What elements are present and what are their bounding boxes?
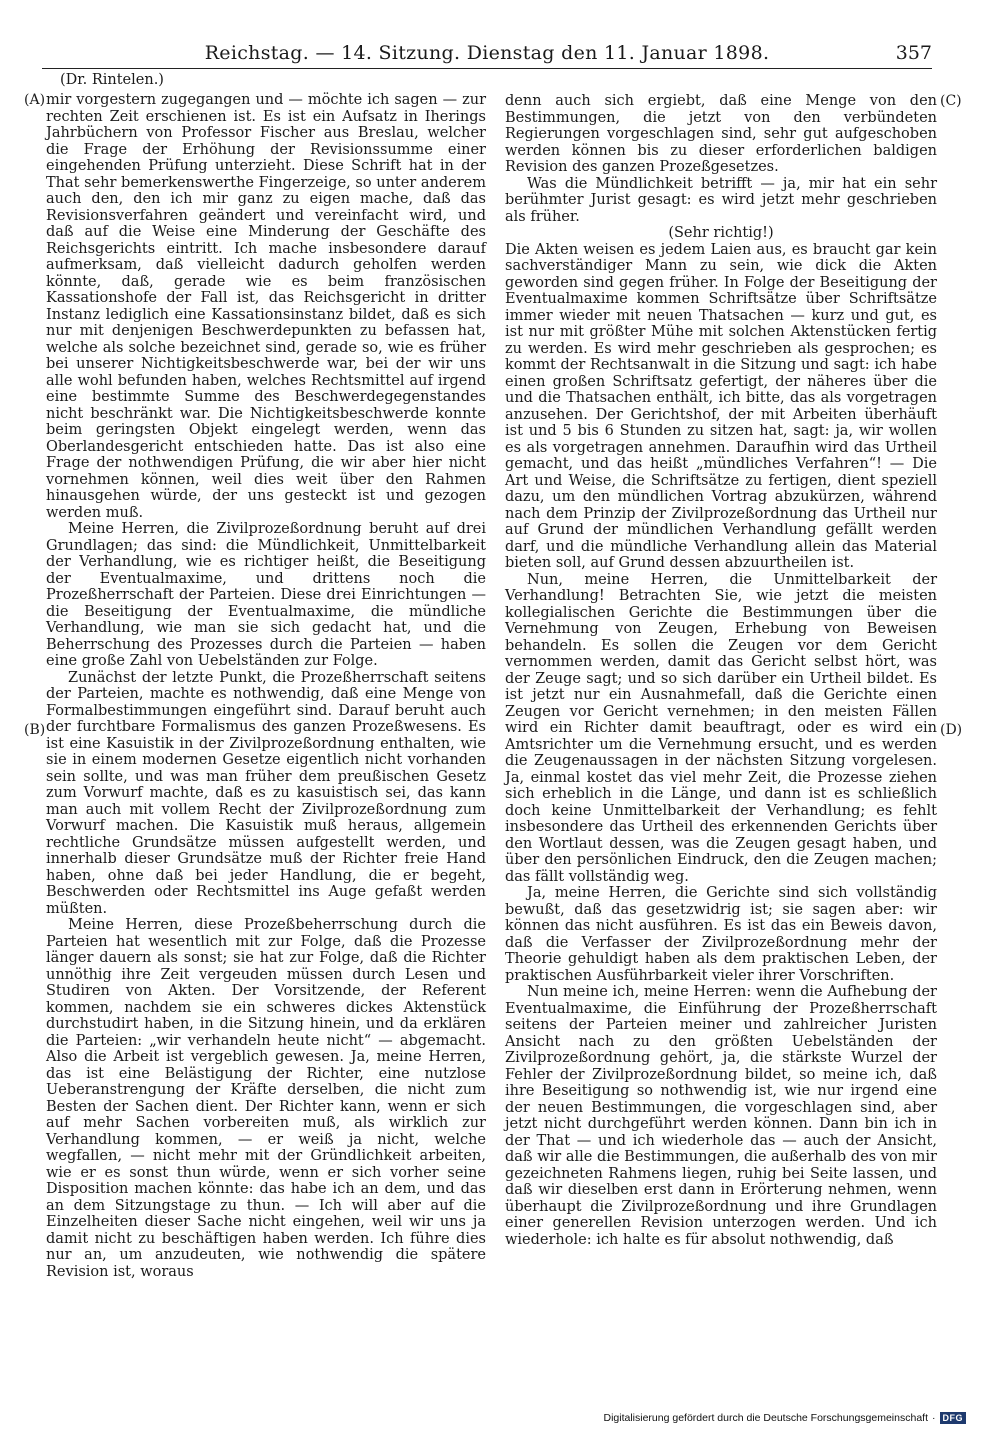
digitization-footer (603, 1412, 966, 1424)
interjection: (Sehr richtig!) (668, 225, 774, 241)
speaker-label: (Dr. Rintelen.) (60, 72, 164, 88)
dfg-logo-icon: DFG (940, 1412, 967, 1424)
right-column (505, 93, 937, 1248)
footer-separator: · (932, 1412, 936, 1424)
paragraph: Was die Mündlichkeit betrifft — ja, mir hat ein sehr berühmter Jurist gesagt: es wird jetzt mehr geschrieben als früher. (505, 175, 937, 225)
page-number: 357 (895, 42, 932, 64)
left-column (46, 92, 486, 1280)
paragraph: Ja, meine Herren, die Gerichte sind sich vollständig bewußt, daß das gesetzwidrig ist; sie sagen aber: wir können das nicht ausführen. Es ist das ein Beweis davon, daß die Verfasser der Zivilprozeßordnung mehr der Theorie gehuldigt haben als dem praktischen Leben, der praktischen Ausführbarkeit vieler ihrer Vorschriften. (505, 885, 937, 984)
margin-mark-c: (C) (940, 93, 962, 109)
page-header (42, 42, 932, 69)
paragraph: Die Akten weisen es jedem Laien aus, es braucht gar kein sachverständiger Mann zu sein, wie dick die Akten geworden sind gegen früher. In Folge der Beseitigung der Eventualmaxime kommen Schriftsätze über Schriftsätze immer wieder mit neuen Thatsachen — kurz und gut, es ist nur mit größter Mühe mit solchen Aktenstücken fertig zu werden. Es wird mehr geschrieben als gesprochen; es kommt der Rechtsanwalt in die Sitzung und sagt: ich habe einen großen Schriftsatz gefertigt, der näheres über die und die Thatsachen enthält, ich bitte, das als vorgetragen anzusehen. Der Gerichtshof, der mit Arbeiten überhäuft ist und 5 bis 6 Stunden zu sitzen hat, sagt: ja, wir wollen es als vorgetragen annehmen. Daraufhin wird das Urtheil gemacht, und das heißt „mündliches Verfahren“! — Die Art und Weise, die Schriftsätze zu fertigen, dient speziell dazu, um den mündlichen Vortrag abzukürzen, während nach dem Prinzip der Zivilprozeßordnung das Urtheil nur auf Grund der mündlichen Verhandlung gefällt werden darf, und die mündliche Verhandlung allein das Material bieten soll, auf Grund dessen abzuurtheilen ist. (505, 241, 937, 571)
paragraph: mir vorgestern zugegangen und — möchte ich sagen — zur rechten Zeit erschienen ist. Es ist ein Aufsatz in Iherings Jahrbüchern von Professor Fischer aus Breslau, welcher die Frage der Erhöhung der Revisionssumme einer eingehenden Prüfung unterzieht. Diese Schrift hat in der That sehr bemerkenswerthe Fingerzeige, so unter anderem auch den, den ich mir ganz zu eigen mache, daß das Revisionsverfahren geändert und vereinfacht wird, und daß auf die Weise eine Minderung der Geschäfte des Reichsgerichts eintritt. Ich mache insbesondere darauf aufmerksam, daß vielleicht dadurch geholfen werden könnte, daß, gerade wie es beim französischen Kassationshofe der Fall ist, das Reichsgericht in dritter Instanz lediglich eine Kassationsinstanz bildet, daß es sich nur mit denjenigen Beschwerdepunkten zu befassen hat, welche als solche bezeichnet sind, gerade so, wie es früher bei unserer Nichtigkeitsbeschwerde war, bei der wir uns alle wohl befunden haben, welches Rechtsmittel auf irgend eine bestimmte Summe des Beschwerdegegenstandes nicht beschränkt war. Die Nichtigkeitsbeschwerde konnte beim geringsten Objekt eingelegt werden, wenn das Oberlandesgericht entschieden hatte. Das ist also eine Frage der nothwendigen Prüfung, die wir aber hier nicht vornehmen können, weil dies weit über den Rahmen hinausgehen würde, der uns gesteckt ist und gezogen werden muß. (46, 92, 486, 521)
margin-mark-b: (B) (24, 722, 46, 738)
margin-mark-d: (D) (940, 722, 963, 738)
paragraph: denn auch sich ergiebt, daß eine Menge von den Bestimmungen, die jetzt von den verbündeten Regierungen vorgeschlagen sind, sehr gut aufgeschoben werden können bis zu dieser erforderlichen baldigen Revision des ganzen Prozeßgesetzes. (505, 93, 937, 175)
header-title: Reichstag. — 14. Sitzung. Dienstag den 11. Januar 1898. (204, 42, 770, 64)
paragraph: Meine Herren, die Zivilprozeßordnung beruht auf drei Grundlagen; das sind: die Mündlichkeit, Unmittelbarkeit der Verhandlung, wie es richtiger heißt, die Beseitigung der Eventualmaxime, und drittens noch die Prozeßherrschaft der Parteien. Diese drei Einrichtungen — die Beseitigung der Eventualmaxime, die mündliche Verhandlung, wie man sie sich gedacht hat, und die Beherrschung des Prozesses durch die Parteien — haben eine große Zahl von Uebelständen zur Folge. (46, 521, 486, 669)
margin-mark-a: (A) (24, 92, 46, 108)
paragraph: Nun meine ich, meine Herren: wenn die Aufhebung der Eventualmaxime, die Einführung der Prozeßherrschaft seitens der Parteien meiner und zahlreicher Juristen Ansicht nach zu den größten Uebelständen der Zivilprozeßordnung gehört, ja, die stärkste Wurzel der Fehler der Zivilprozeßordnung bildet, so meine ich, daß ihre Beseitigung so nothwendig ist, wie nur irgend eine der neuen Bestimmungen, die vorgeschlagen sind, aber jetzt nicht durchgeführt werden können. Dann bin ich in der That — und ich wiederhole das — auch der Ansicht, daß wir alle die Bestimmungen, die außerhalb des von mir gezeichneten Rahmens liegen, ruhig bei Seite lassen, und daß wir dieselben erst dann in Erörterung nehmen, wenn überhaupt die Zivilprozeßordnung und ihre Grundlagen einer generellen Revision unterzogen werden. Und ich wiederhole: ich halte es für absolut nothwendig, daß (505, 984, 937, 1248)
paragraph: Zunächst der letzte Punkt, die Prozeßherrschaft seitens der Parteien, machte es nothwendig, daß eine Menge von Formalbestimmungen eingeführt sind. Darauf beruht auch der furchtbare Formalismus des ganzen Prozeßwesens. Es ist eine Kasuistik in der Zivilprozeßordnung enthalten, wie sie in einem modernen Gesetze eigentlich nicht vorhanden sein sollte, und was man früher dem preußischen Gesetz zum Vorwurf machte, daß es zu kasuistisch sei, das kann man auch mit vollem Recht der Zivilprozeßordnung zum Vorwurf machen. Die Kasuistik muß heraus, allgemein rechtliche Grundsätze müssen aufgestellt werden, und innerhalb dieser Grundsätze muß der Richter freie Hand haben, ohne daß bei jeder Handlung, die er begeht, Beschwerden oder Rechtsmittel ins Auge gefaßt werden müßten. (46, 669, 486, 917)
paragraph: Meine Herren, diese Prozeßbeherrschung durch die Parteien hat wesentlich mit zur Folge, daß die Prozesse länger dauern als sonst; sie hat zur Folge, daß die Richter unnöthig ihre Zeit vergeuden müssen durch Lesen und Studiren von Akten. Der Vorsitzende, der Referent kommen, nachdem sie ein schweres dickes Aktenstück durchstudirt haben, in die Sitzung hinein, und da erklären die Parteien: „wir verhandeln heute nicht“ — abgemacht. Also die Arbeit ist vergeblich gewesen. Ja, meine Herren, das ist eine Belästigung der Richter, eine nutzlose Ueberanstrengung der Kräfte derselben, die nicht zum Besten der Sachen dient. Der Richter kann, wenn er sich auf mehr Sachen vorbereiten muß, als wirklich zur Verhandlung kommen, — er weiß ja nicht, welche wegfallen, — nicht mehr mit der Gründlichkeit arbeiten, wie er es sonst thun würde, wenn er sich vorher seine Disposition machen könnte: das habe ich an dem, und das an dem Sitzungstage zu thun. — Ich will aber auf die Einzelheiten dieser Sache nicht eingehen, weil wir uns ja damit nicht zu beschäftigen haben werden. Ich führe dies nur an, um anzudeuten, wie nothwendig die spätere Revision ist, woraus (46, 917, 486, 1280)
footer-text: Digitalisierung gefördert durch die Deutsche Forschungsgemeinschaft (603, 1412, 928, 1424)
paragraph: Nun, meine Herren, die Unmittelbarkeit der Verhandlung! Betrachten Sie, wie jetzt die meisten kollegialischen Gerichte die Bestimmungen über die Vernehmung von Zeugen, Erhebung von Beweisen behandeln. Es sollen die Zeugen vor dem Gericht vernommen werden, damit das Gericht selbst hört, was der Zeuge sagt; und so sich darüber ein Urtheil bildet. Es ist jetzt nur ein Ausnahmefall, daß die Gerichte einen Zeugen vor Gericht vernehmen; in den meisten Fällen wird ein Richter damit beauftragt, oder es wird ein Amtsrichter um die Vernehmung ersucht, und es werden die Zeugenaussagen in der nächsten Sitzung vorgelesen. Ja, einmal kostet das viel mehr Zeit, die Prozesse ziehen sich erheblich in die Länge, und dann ist es schließlich doch keine Unmittelbarkeit der Verhandlung; es fehlt insbesondere das Urtheil des erkennenden Gerichts über den Wortlaut dessen, was die Zeugen gesagt haben, und über den persönlichen Eindruck, den die Zeugen machen; das fällt vollständig weg. (505, 571, 937, 885)
